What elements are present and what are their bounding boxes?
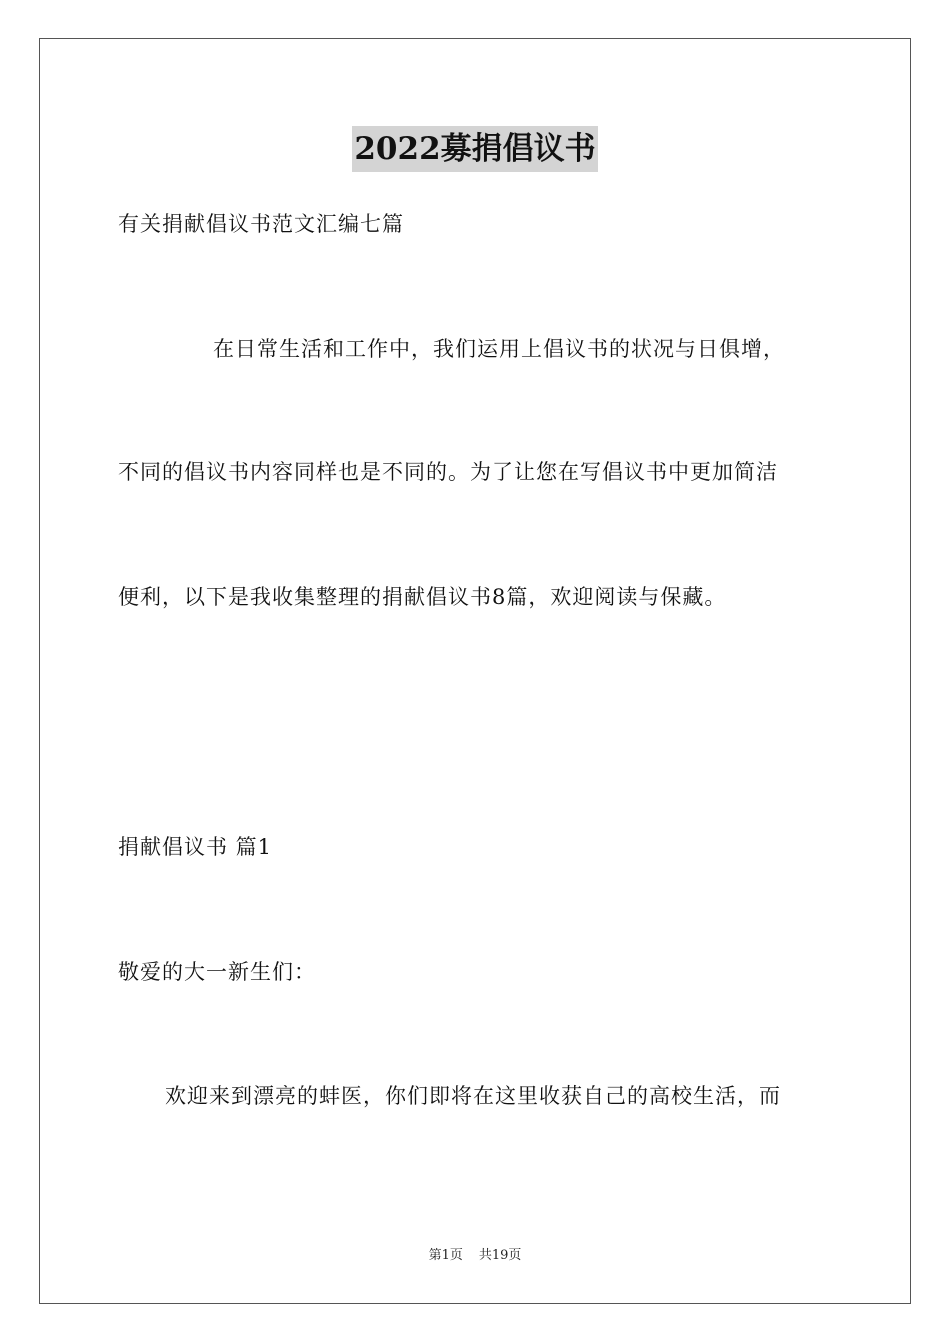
section-heading: 捐献倡议书 篇1 <box>118 835 273 859</box>
body-line-1: 欢迎来到漂亮的蚌医，你们即将在这里收获自己的高校生活，而 <box>165 1084 781 1108</box>
page-footer <box>0 1246 950 1266</box>
intro-line-1: 在日常生活和工作中，我们运用上倡议书的状况与日俱增， <box>213 337 785 361</box>
intro-line-2: 不同的倡议书内容同样也是不同的。为了让您在写倡议书中更加简洁 <box>118 460 778 484</box>
title-container <box>0 126 950 172</box>
page-number: 第1页 <box>428 1248 463 1263</box>
document-title: 2022募捐倡议书 <box>352 126 597 172</box>
salutation: 敬爱的大一新生们： <box>118 960 316 984</box>
page-count: 共19页 <box>478 1248 522 1263</box>
intro-line-3: 便利，以下是我收集整理的捐献倡议书8篇，欢迎阅读与保藏。 <box>118 585 727 609</box>
document-subtitle: 有关捐献倡议书范文汇编七篇 <box>118 212 404 236</box>
